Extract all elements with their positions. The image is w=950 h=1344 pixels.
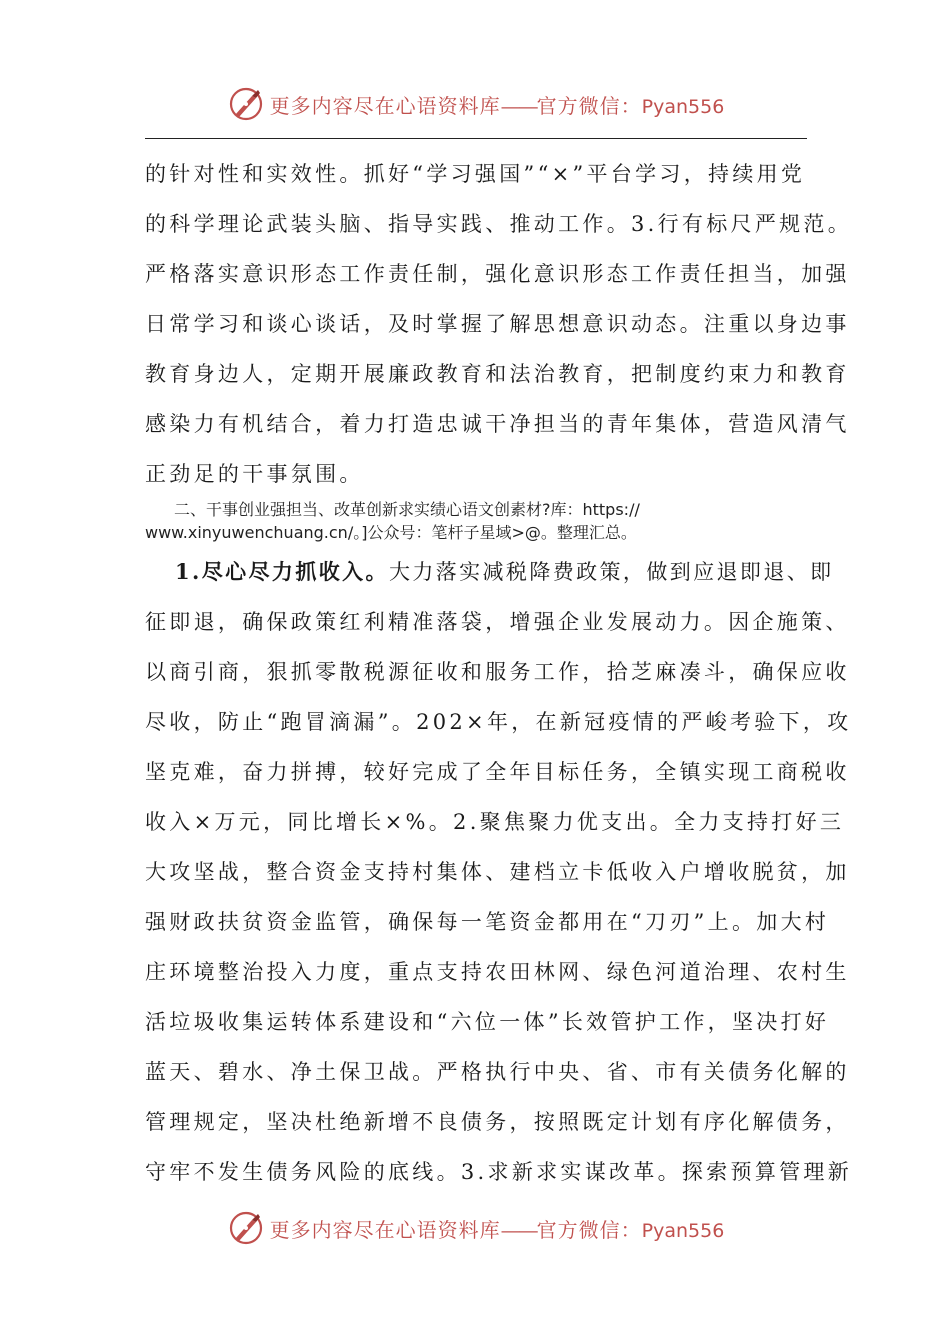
paragraph-line: 以商引商，狠抓零散税源征收和服务工作，拾芝麻凑斗，确保应收 xyxy=(145,660,850,684)
paragraph-line: 活垃圾收集运转体系建设和“六位一体”长效管护工作，坚决打好 xyxy=(145,1010,830,1034)
section-2-heading-cont: www.xinyuwenchuang.cn/。]公众号：笔杆子星域>@。整理汇总。 xyxy=(145,523,637,542)
paragraph-line: 守牢不发生债务风险的底线。3.求新求实谋改革。探索预算管理新 xyxy=(145,1160,853,1184)
paragraph-line: 强财政扶贫资金监管，确保每一笔资金都用在“刀刃”上。加大村 xyxy=(145,910,830,934)
header-banner xyxy=(0,82,950,126)
paragraph-line: 收入×万元，同比增长×%。2.聚焦聚力优支出。全力支持打好三 xyxy=(145,810,845,834)
banner-text: 更多内容尽在心语资料库——官方微信：Pyan556 xyxy=(269,93,725,118)
paragraph-line: 征即退，确保政策红利精准落袋，增强企业发展动力。因企施策、 xyxy=(145,610,850,634)
paragraph-line: 正劲足的干事氛围。 xyxy=(145,462,364,486)
paragraph-line: 的针对性和实效性。抓好“学习强国”“×”平台学习，持续用党 xyxy=(145,162,806,186)
pen-nib-circle-icon xyxy=(226,1208,266,1248)
header-divider xyxy=(145,138,807,139)
paragraph-line: 严格落实意识形态工作责任制，强化意识形态工作责任担当，加强 xyxy=(145,262,850,286)
paragraph-line: 感染力有机结合，着力打造忠诚干净担当的青年集体，营造风清气 xyxy=(145,412,850,436)
pen-nib-circle-icon xyxy=(226,84,266,124)
paragraph-line: 大攻坚战，整合资金支持村集体、建档立卡低收入户增收脱贫，加 xyxy=(145,860,850,884)
paragraph-line: 尽收，防止“跑冒滴漏”。202×年，在新冠疫情的严峻考验下，攻 xyxy=(145,710,852,734)
paragraph-first-line xyxy=(175,556,834,586)
footer-banner xyxy=(0,1206,950,1250)
paragraph-line: 教育身边人，定期开展廉政教育和法治教育，把制度约束力和教育 xyxy=(145,362,850,386)
banner-text: 更多内容尽在心语资料库——官方微信：Pyan556 xyxy=(269,1217,725,1242)
paragraph-line: 管理规定，坚决杜绝新增不良债务，按照既定计划有序化解债务， xyxy=(145,1110,850,1134)
paragraph-line: 坚克难，奋力拼搏，较好完成了全年目标任务，全镇实现工商税收 xyxy=(145,760,850,784)
paragraph-text: 大力落实减税降费政策，做到应退即退、即 xyxy=(388,560,834,584)
paragraph-line: 蓝天、碧水、净土保卫战。严格执行中央、省、市有关债务化解的 xyxy=(145,1060,850,1084)
paragraph-line: 庄环境整治投入力度，重点支持农田林网、绿色河道治理、农村生 xyxy=(145,960,850,984)
section-2-heading: 二、干事创业强担当、改革创新求实绩心语文创素材?库：https:// xyxy=(174,500,640,519)
paragraph-line: 日常学习和谈心谈话，及时掌握了解思想意识动态。注重以身边事 xyxy=(145,312,850,336)
paragraph-line: 的科学理论武装头脑、指导实践、推动工作。3.行有标尺严规范。 xyxy=(145,212,853,236)
subheading-bold: 1.尽心尽力抓收入。 xyxy=(175,559,389,584)
